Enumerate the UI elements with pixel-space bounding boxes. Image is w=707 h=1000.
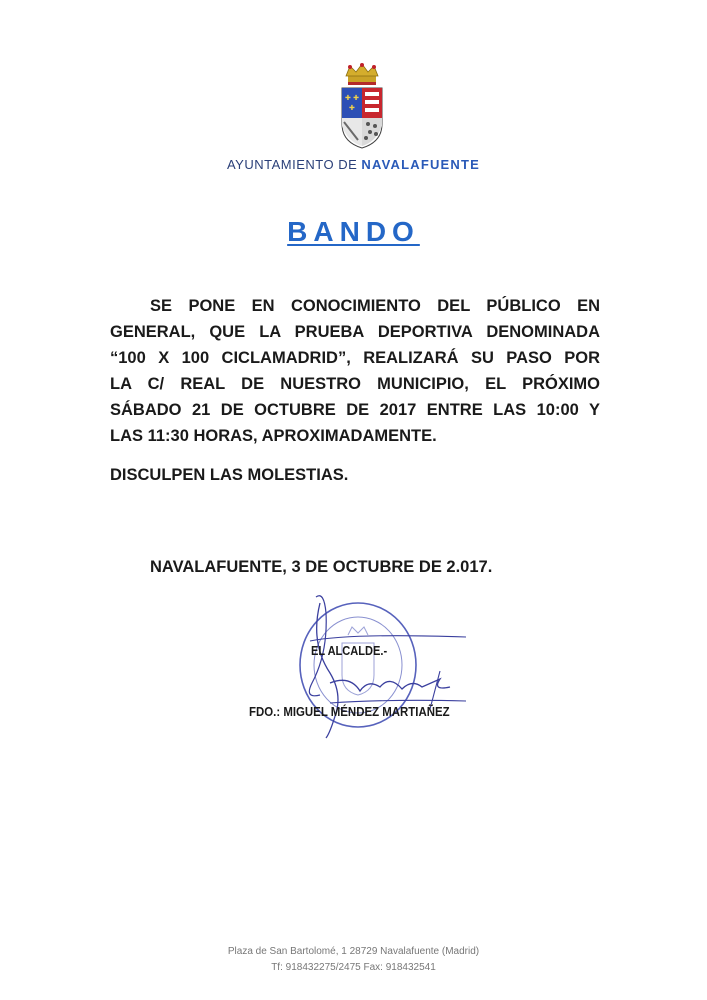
- org-town: NAVALAFUENTE: [361, 157, 481, 172]
- svg-text:✚: ✚: [349, 104, 355, 112]
- document-title: [0, 216, 707, 248]
- body-line: “100 X 100 CICLAMADRID”, REALIZARÁ SU PASO POR: [110, 349, 600, 367]
- body-line: SÁBADO 21 DE OCTUBRE DE 2017 ENTRE LAS 10:00 Y: [110, 401, 600, 419]
- official-seal-and-signature: [290, 583, 470, 743]
- apology-text: DISCULPEN LAS MOLESTIAS.: [110, 466, 349, 484]
- svg-text:✚ ✚: ✚ ✚: [345, 94, 359, 102]
- coat-of-arms-logo: [336, 62, 388, 152]
- title-text: BANDO: [287, 216, 420, 247]
- footer-line-2: Tf: 918432275/2475 Fax: 918432541: [271, 962, 436, 973]
- signed-by: FDO.: MIGUEL MÉNDEZ MARTIAÑEZ: [249, 704, 450, 719]
- footer-line-1: Plaza de San Bartolomé, 1 28729 Navalafuente (Madrid): [227, 946, 480, 957]
- org-prefix: AYUNTAMIENTO DE: [226, 157, 358, 172]
- announcement-body: [110, 293, 600, 449]
- body-line: LA C/ REAL DE NUESTRO MUNICIPIO, EL PRÓXIMO: [110, 375, 600, 393]
- organization-name: [0, 157, 707, 172]
- mayor-title: EL ALCALDE.-: [311, 643, 388, 658]
- footer-address: [0, 944, 707, 976]
- body-line: SE PONE EN CONOCIMIENTO DEL PÚBLICO EN: [150, 297, 600, 315]
- body-line: GENERAL, QUE LA PRUEBA DEPORTIVA DENOMINADA: [110, 323, 600, 341]
- dateline: NAVALAFUENTE, 3 DE OCTUBRE DE 2.017.: [150, 558, 493, 576]
- body-line: LAS 11:30 HORAS, APROXIMADAMENTE.: [110, 427, 437, 445]
